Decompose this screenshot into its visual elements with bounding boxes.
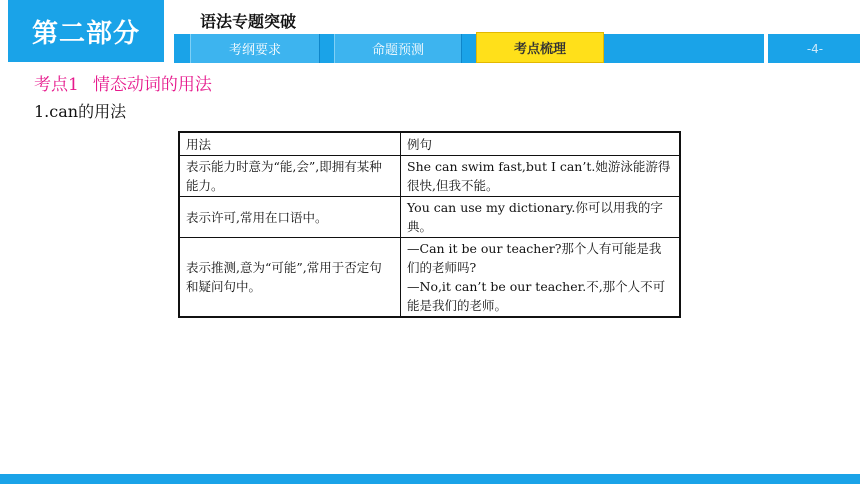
tab-key-points[interactable]: 考点梳理	[476, 32, 604, 63]
usage-cell: 表示推测,意为“可能”,常用于否定句和疑问句中。	[179, 238, 401, 318]
tab-prediction[interactable]: 命题预测	[334, 34, 462, 63]
key-point-name: 情态动词的用法	[92, 75, 212, 95]
usage-table	[178, 131, 681, 318]
example-cell	[401, 238, 681, 318]
example-line: —Can it be our teacher?那个人有可能是我们的老师吗?	[407, 241, 662, 275]
usage-cell: 表示能力时意为“能,会”,即拥有某种能力。	[179, 156, 401, 197]
key-point-heading	[34, 70, 212, 95]
example-cell: She can swim fast,but I can’t.她游泳能游得很快,但我不能。	[401, 156, 681, 197]
part-label: 第二部分	[8, 0, 164, 62]
table-row	[179, 238, 680, 318]
example-cell: You can use my dictionary.你可以用我的字典。	[401, 197, 681, 238]
nav-divider	[764, 34, 768, 63]
table-header-row	[179, 132, 680, 156]
header-example: 例句	[401, 132, 681, 156]
table-row	[179, 197, 680, 238]
header-usage: 用法	[179, 132, 401, 156]
example-line: —No,it can’t be our teacher.不,那个人不可能是我们的老师。	[407, 279, 666, 313]
key-point-label: 考点1	[34, 75, 79, 95]
usage-cell: 表示许可,常用在口语中。	[179, 197, 401, 238]
tab-exam-requirements[interactable]: 考纲要求	[190, 34, 320, 63]
section-title: 语法专题突破	[200, 12, 297, 31]
table-row	[179, 156, 680, 197]
subheading: 1.can的用法	[34, 102, 127, 121]
page-number: -4-	[806, 41, 824, 56]
bottom-bar	[0, 474, 860, 484]
